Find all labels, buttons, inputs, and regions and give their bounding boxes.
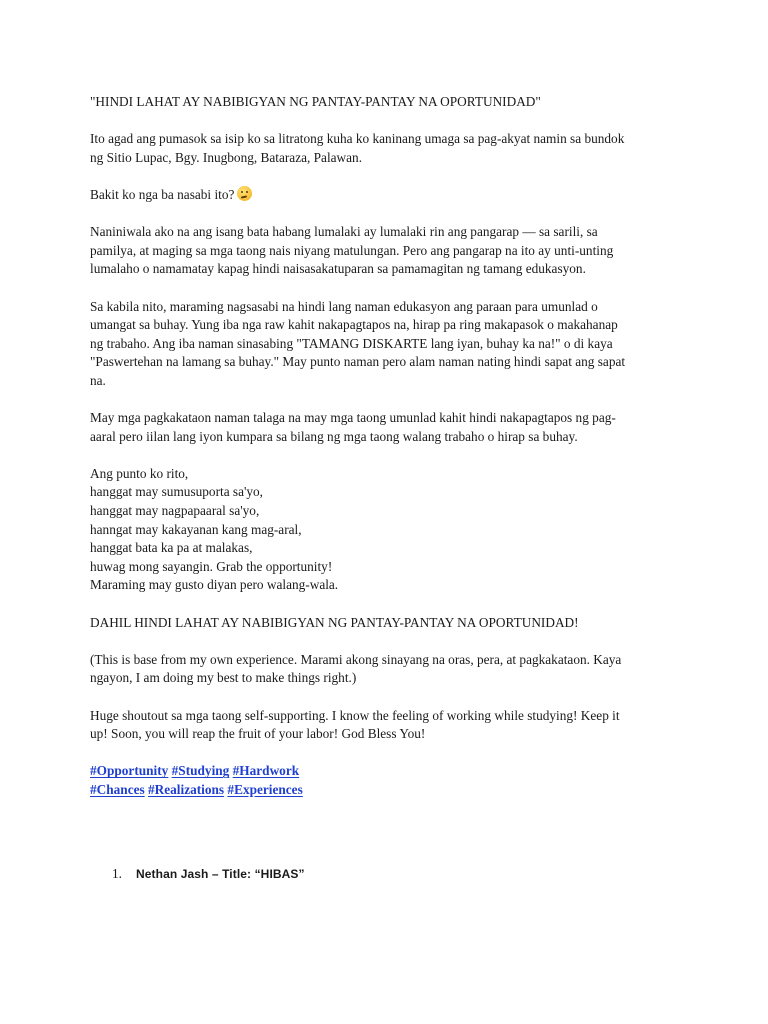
document-title xyxy=(90,93,680,112)
title-line: "HINDI LAHAT AY NABIBIGYAN NG PANTAY-PANTAY NA OPORTUNIDAD" xyxy=(90,94,541,109)
document-body xyxy=(90,93,680,800)
list-item-text: Nethan Jash – Title: “HIBAS” xyxy=(136,867,305,881)
paragraph-1 xyxy=(90,223,680,279)
intro-line: Ito agad ang pumasok sa isip ko sa litratong kuha ko kaninang umaga sa pag-akyat namin sa bundok xyxy=(90,131,625,147)
paragraph-line: hanggat may sumusuporta sa'yo, xyxy=(90,484,264,500)
paragraph-line: Huge shoutout sa mga taong self-supporting. I know the feeling of working while studying! Keep it xyxy=(90,707,620,723)
paragraph-3 xyxy=(90,409,680,446)
paragraph-line: umangat sa buhay. Yung iba nga raw kahit nakapagtapos na, hirap pa ring makapasok o makahanap xyxy=(90,317,618,333)
intro-line: ng Sitio Lupac, Bgy. Inugbong, Bataraza, Palawan. xyxy=(90,149,363,165)
paragraph-line: Maraming may gusto diyan pero walang-wala. xyxy=(90,577,339,593)
question-paragraph xyxy=(90,186,680,205)
hashtag-row xyxy=(90,781,680,800)
question-text: Bakit ko nga ba nasabi ito? xyxy=(90,186,235,202)
note-paragraph xyxy=(90,651,680,688)
paragraph-line: Naniniwala ako na ang isang bata habang lumalaki ay lumalaki rin ang pangarap — sa sarili, sa xyxy=(90,224,598,240)
paragraph-line: (This is base from my own experience. Marami akong sinayang na oras, pera, at pagkakataon. Kaya xyxy=(90,651,622,667)
paragraph-line: hanggat bata ka pa at malakas, xyxy=(90,540,253,556)
intro-paragraph xyxy=(90,130,680,167)
hashtag-link[interactable]: #Chances xyxy=(90,781,145,797)
hashtag-row xyxy=(90,762,680,781)
paragraph-line: lumalaho o namamatay kapag hindi naisasakatuparan sa pamamagitan ng tamang edukasyon. xyxy=(90,261,586,277)
paragraph-line: Ang punto ko rito, xyxy=(90,465,189,481)
paragraph-2 xyxy=(90,298,680,391)
numbered-list-item xyxy=(112,866,305,882)
list-number: 1. xyxy=(112,866,122,881)
paragraph-line: up! Soon, you will reap the fruit of your labor! God Bless You! xyxy=(90,726,426,742)
hashtag-link[interactable]: #Realizations xyxy=(148,781,225,797)
hashtag-link[interactable]: #Experiences xyxy=(227,781,303,797)
paragraph-line: na. xyxy=(90,372,106,388)
hashtags xyxy=(90,762,680,799)
paragraph-line: aaral pero iilan lang iyon kumpara sa bilang ng mga taong walang trabaho o hirap sa buhay. xyxy=(90,428,578,444)
paragraph-line: ng trabaho. Ang iba naman sinasabing "TAMANG DISKARTE lang iyan, buhay ka na!" o di kaya xyxy=(90,335,613,351)
thinking-face-icon xyxy=(237,186,252,201)
paragraph-line: ngayon, I am doing my best to make things right.) xyxy=(90,670,357,686)
paragraph-line: pamilya, at maging sa mga taong nais niyang matulungan. Pero ang pangarap na ito ay unti-unting xyxy=(90,242,614,258)
closing-line xyxy=(90,614,680,633)
paragraph-4 xyxy=(90,465,680,595)
paragraph-line: huwag mong sayangin. Grab the opportunity! xyxy=(90,558,333,574)
paragraph-line: May mga pagkakataon naman talaga na may mga taong umunlad kahit hindi nakapagtapos ng pag- xyxy=(90,410,616,426)
paragraph-line: hanngat may kakayanan kang mag-aral, xyxy=(90,521,302,537)
closing-text: DAHIL HINDI LAHAT AY NABIBIGYAN NG PANTAY-PANTAY NA OPORTUNIDAD! xyxy=(90,614,579,630)
paragraph-line: "Paswertehan na lamang sa buhay." May punto naman pero alam naman nating hindi sapat ang sapat xyxy=(90,354,626,370)
hashtag-link[interactable]: #Opportunity xyxy=(90,763,169,779)
hashtag-link[interactable]: #Hardwork xyxy=(232,763,300,779)
shoutout-paragraph xyxy=(90,707,680,744)
paragraph-line: hanggat may nagpapaaral sa'yo, xyxy=(90,503,260,519)
paragraph-line: Sa kabila nito, maraming nagsasabi na hindi lang naman edukasyon ang paraan para umunlad o xyxy=(90,298,598,314)
hashtag-link[interactable]: #Studying xyxy=(171,763,230,779)
